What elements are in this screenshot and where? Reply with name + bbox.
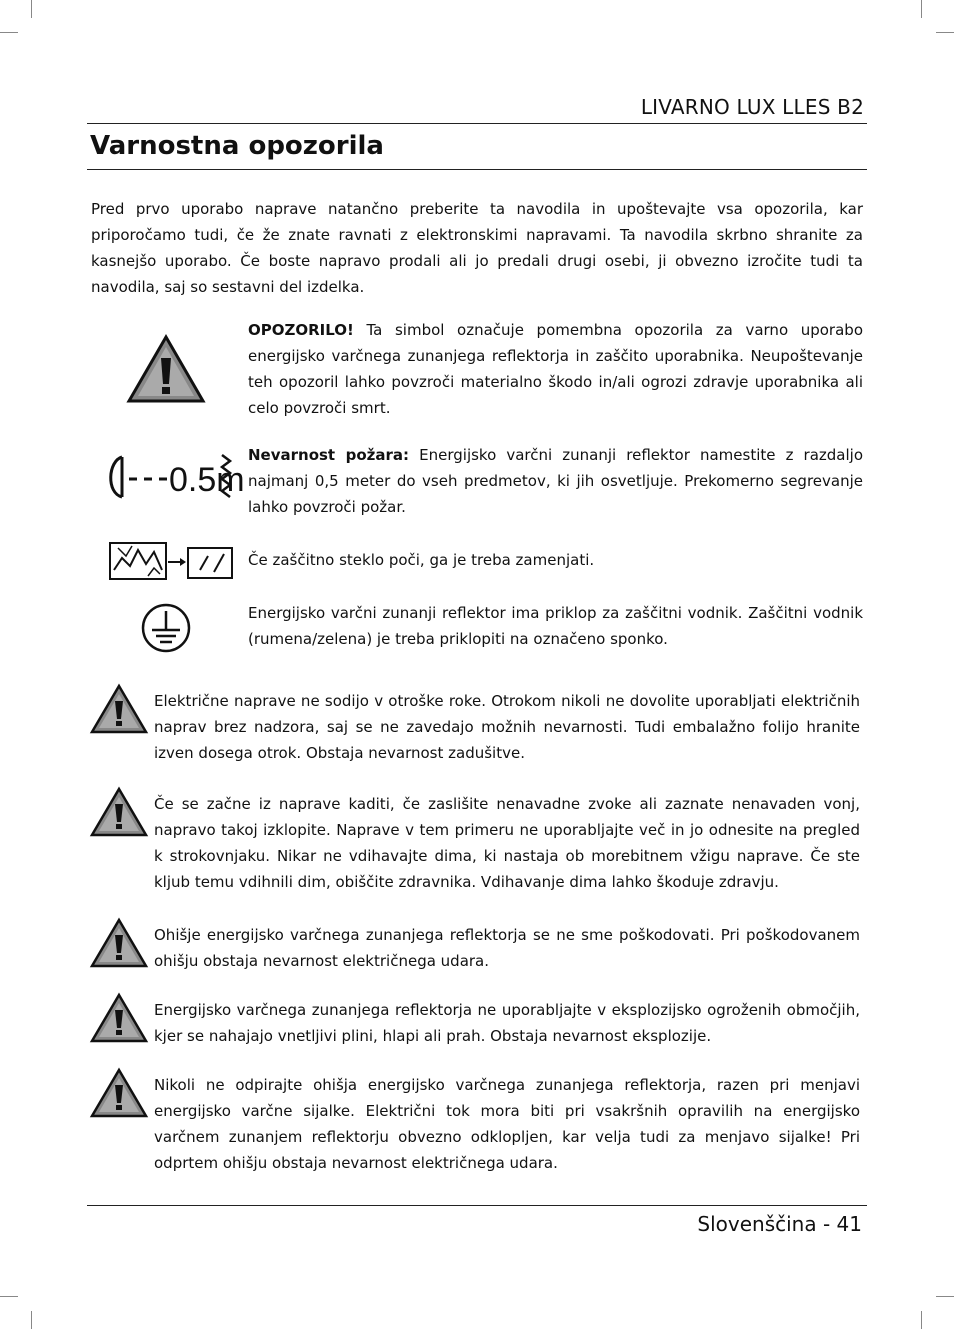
footer-language: Slovenščina bbox=[697, 1212, 817, 1236]
broken-glass-icon bbox=[108, 540, 235, 582]
warning-item: Energijsko varčnega zunanjega reflektorja ne uporabljajte v eksplozijsko ogroženih območjih, kjer se nahajajo vnetljivi plini, hlapi ali prah. Obstaja nevarnost eksplozije. bbox=[154, 1001, 860, 1045]
ground-icon bbox=[139, 603, 193, 653]
warning-triangle-icon bbox=[126, 334, 206, 404]
warning-item: Ohišje energijsko varčnega zunanjega reflektorja se ne sme poškodovati. Pri poškodovanem ohišju obstaja nevarnost električnega udara. bbox=[154, 926, 860, 970]
warning-triangle-icon bbox=[89, 992, 149, 1044]
crop-mark bbox=[31, 1311, 32, 1329]
ground-paragraph: Energijsko varčni zunanji reflektor ima priklop za zaščitni vodnik. Zaščitni vodnik (rumena/zelena) je treba priklopiti na označeno sponko. bbox=[248, 604, 863, 648]
distance-label: 0.5m bbox=[169, 461, 245, 499]
crop-mark bbox=[0, 32, 18, 33]
crop-mark bbox=[921, 0, 922, 18]
crop-mark bbox=[0, 1296, 18, 1297]
page-footer bbox=[697, 1212, 862, 1236]
warning-symbol-paragraph bbox=[248, 317, 863, 421]
warning-item: Električne naprave ne sodijo v otroške roke. Otrokom nikoli ne dovolite uporabljati električnih naprav brez nadzora, saj se ne zavedajo možnih nevarnosti. Tudi embalažno folijo hranite izven dosega otrok. Obstaja nevarnost zadušitve. bbox=[154, 692, 860, 762]
footer-rule bbox=[87, 1205, 867, 1206]
fire-text: Energijsko varčni zunanji reflektor namestite z razdaljo najmanj 0,5 meter do vseh predmetov, ki jih osvetljuje. Prekomerno segrevanje lahko povzroči požar. bbox=[248, 446, 863, 516]
intro-paragraph: Pred prvo uporabo naprave natančno preberite ta navodila in upoštevajte vsa opozorila, kar priporočamo tudi, če že znate ravnati z elektronskimi napravami. Ta navodila skrbno shranite za kasnejšo uporabo. Če boste napravo prodali ali jo predali drugi osebi, ji obvezno izročite tudi ta navodila, saj so sestavni del izdelka. bbox=[91, 200, 863, 296]
warning-triangle-icon bbox=[89, 786, 149, 838]
warning-triangle-icon bbox=[89, 1067, 149, 1119]
page-title: Varnostna opozorila bbox=[90, 131, 384, 161]
crop-mark bbox=[936, 1296, 954, 1297]
warning-triangle-icon bbox=[89, 917, 149, 969]
fire-paragraph bbox=[248, 442, 863, 520]
glass-paragraph: Če zaščitno steklo poči, ga je treba zamenjati. bbox=[248, 551, 595, 569]
header-rule bbox=[87, 123, 867, 124]
warning-item: Če se začne iz naprave kaditi, če zaslišite nenavadne zvoke ali zaznate nenavaden vonj, napravo takoj izklopite. Naprave v tem primeru ne uporabljajte več in jo odnesite na pregled k strokovnjaku. Nikar ne vdihavajte dima, ki nastaja ob morebitnem vžigu naprave. Če ste kljub temu vdihnili dim, obiščite zdravnika. Vdihavanje dima lahko škoduje zdravju. bbox=[154, 795, 860, 891]
page-number: 41 bbox=[836, 1212, 862, 1236]
warning-symbol-text: Ta simbol označuje pomembna opozorila za varno uporabo energijsko varčnega zunanjega reflektorja in zaščito uporabnika. Neupoštevanje teh opozoril lahko povzroči materialno škodo in/ali ogrozi zdravje uporabnika ali celo povzroči smrt. bbox=[248, 321, 863, 417]
header-model: LIVARNO LUX LLES B2 bbox=[640, 95, 864, 119]
title-rule bbox=[87, 169, 867, 170]
footer-separator: - bbox=[822, 1212, 831, 1236]
warning-item: Nikoli ne odpirajte ohišja energijsko varčnega zunanjega reflektorja, razen pri menjavi energijsko varčne sijalke. Električni tok mora biti pri vsakršnih opravilih na energijsko varčnem zunanjem reflektorju obvezno odklopljen, kar velja tudi za menjavo sijalke! Pri odprtem ohišju obstaja nevarnost električnega udara. bbox=[154, 1076, 860, 1172]
warning-triangle-icon bbox=[89, 683, 149, 735]
fire-distance-icon bbox=[100, 449, 245, 505]
crop-mark bbox=[936, 32, 954, 33]
crop-mark bbox=[921, 1311, 922, 1329]
warning-symbol-label: OPOZORILO! bbox=[248, 321, 354, 339]
crop-mark bbox=[31, 0, 32, 18]
fire-label: Nevarnost požara: bbox=[248, 446, 410, 464]
